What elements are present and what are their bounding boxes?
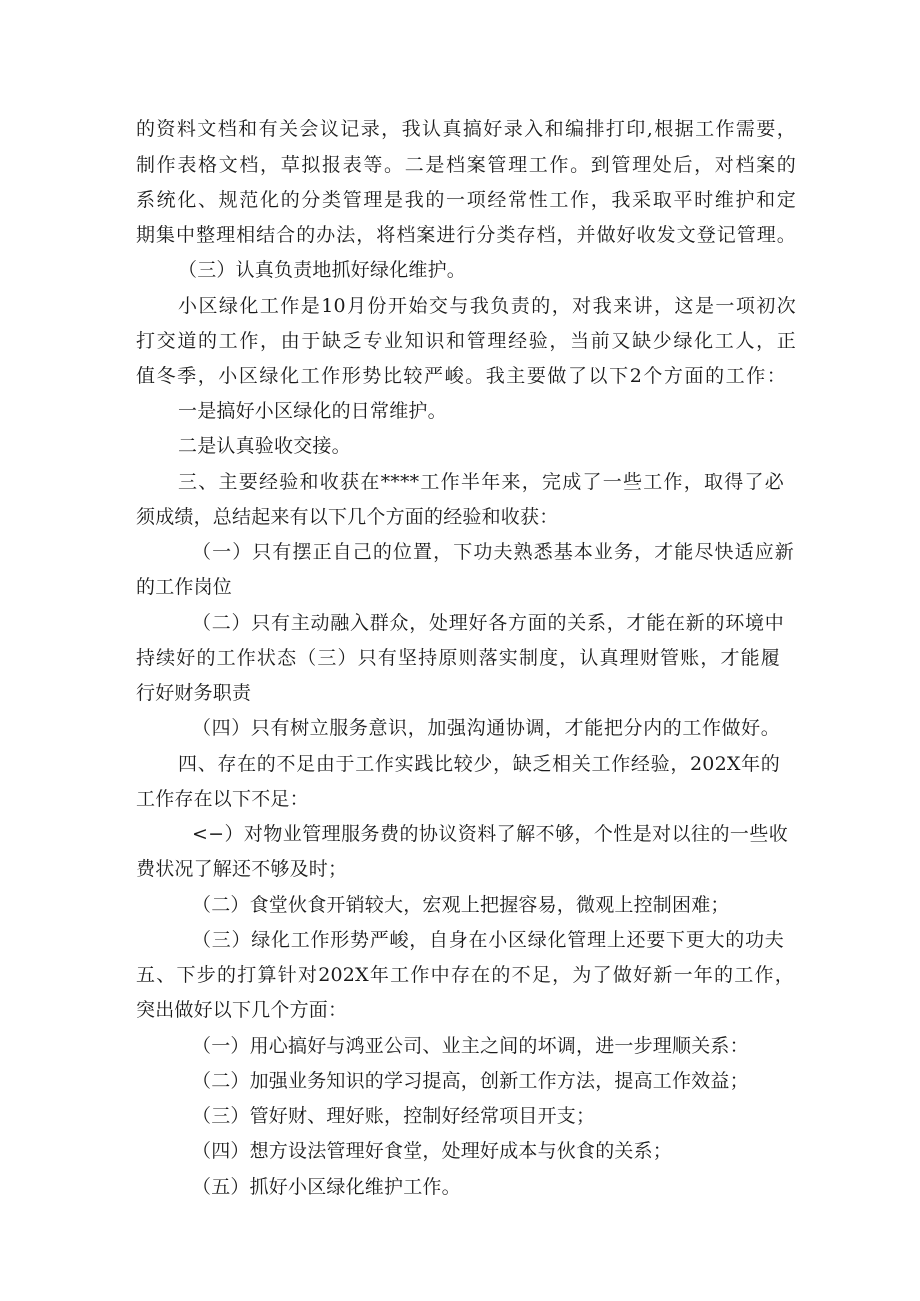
list-item: （二）加强业务知识的学习提高，创新工作方法，提高工作效益； <box>192 1070 749 1092</box>
text-line: 打交道的工作，由于缺乏专业知识和管理经验，当前又缺少绿化工人，正 <box>136 330 796 352</box>
text-line: 制作表格文档，草拟报表等。二是档案管理工作。到管理处后，对档案的 <box>136 154 796 176</box>
text-line: （一）只有摆正自己的位置，下功夫熟悉基本业务，才能尽快适应新 <box>192 541 794 563</box>
text-line: 持续好的工作状态（三）只有坚持原则落实制度，认真理财管账，才能履 <box>136 647 780 669</box>
text-line: 须成绩，总结起来有以下几个方面的经验和收获： <box>136 506 559 528</box>
text-line: （四）只有树立服务意识，加强沟通协调，才能把分内的工作做好。 <box>192 717 780 739</box>
section-heading: （三）认真负责地抓好绿化维护。 <box>178 259 467 281</box>
section-heading: 五、下步的打算针对202X年工作中存在的不足，为了做好新一年的工作， <box>136 964 794 986</box>
text-line: 费状况了解还不够及时； <box>136 858 348 880</box>
text-line: <−）对物业管理服务费的协议资料了解不够，个性是对以往的一些收 <box>192 823 788 845</box>
text-line: 值冬季，小区绿化工作形势比较严峻。我主要做了以下2个方面的工作： <box>136 365 786 387</box>
text-line: 小区绿化工作是10月份开始交与我负责的，对我来讲，这是一项初次 <box>178 295 796 317</box>
list-item: （五）抓好小区绿化维护工作。 <box>192 1176 461 1198</box>
text-line: 系统化、规范化的分类管理是我的一项经常性工作，我采取平时维护和定 <box>136 189 796 211</box>
section-heading: 四、存在的不足由于工作实践比较少，缺乏相关工作经验，202X年的 <box>178 753 780 775</box>
text-line: （二）只有主动融入群众，处理好各方面的关系，才能在新的环境中 <box>192 612 784 634</box>
text-line: 二是认真验收交接。 <box>178 435 351 457</box>
text-line: （三）绿化工作形势严峻，自身在小区绿化管理上还要下更大的功夫 <box>192 929 784 951</box>
list-item: （一）用心搞好与鸿亚公司、业主之间的坏调，进一步理顺关系： <box>192 1035 749 1057</box>
text-line: 行好财务职责 <box>136 682 252 704</box>
text-line: 一是搞好小区绿化的日常维护。 <box>178 400 447 422</box>
text-line: 突出做好以下几个方面： <box>136 999 348 1021</box>
text-line: 工作存在以下不足： <box>136 788 309 810</box>
section-heading: 三、主要经验和收获在****工作半年来，完成了一些工作，取得了必 <box>178 471 784 493</box>
text-line: （二）食堂伙食开销较大，宏观上把握容易，微观上控制困难； <box>192 894 730 916</box>
text-line: 期集中整理相结合的办法，将档案进行分类存档，并做好收发文登记管理。 <box>136 224 796 246</box>
text-line: 的资料文档和有关会议记录，我认真搞好录入和编排打印,根据工作需要， <box>136 118 796 140</box>
text-line: 的工作岗位 <box>136 576 233 598</box>
list-item: （三）管好财、理好账，控制好经常项目开支； <box>192 1105 596 1127</box>
list-item: （四）想方设法管理好食堂，处理好成本与伙食的关系； <box>192 1140 673 1162</box>
